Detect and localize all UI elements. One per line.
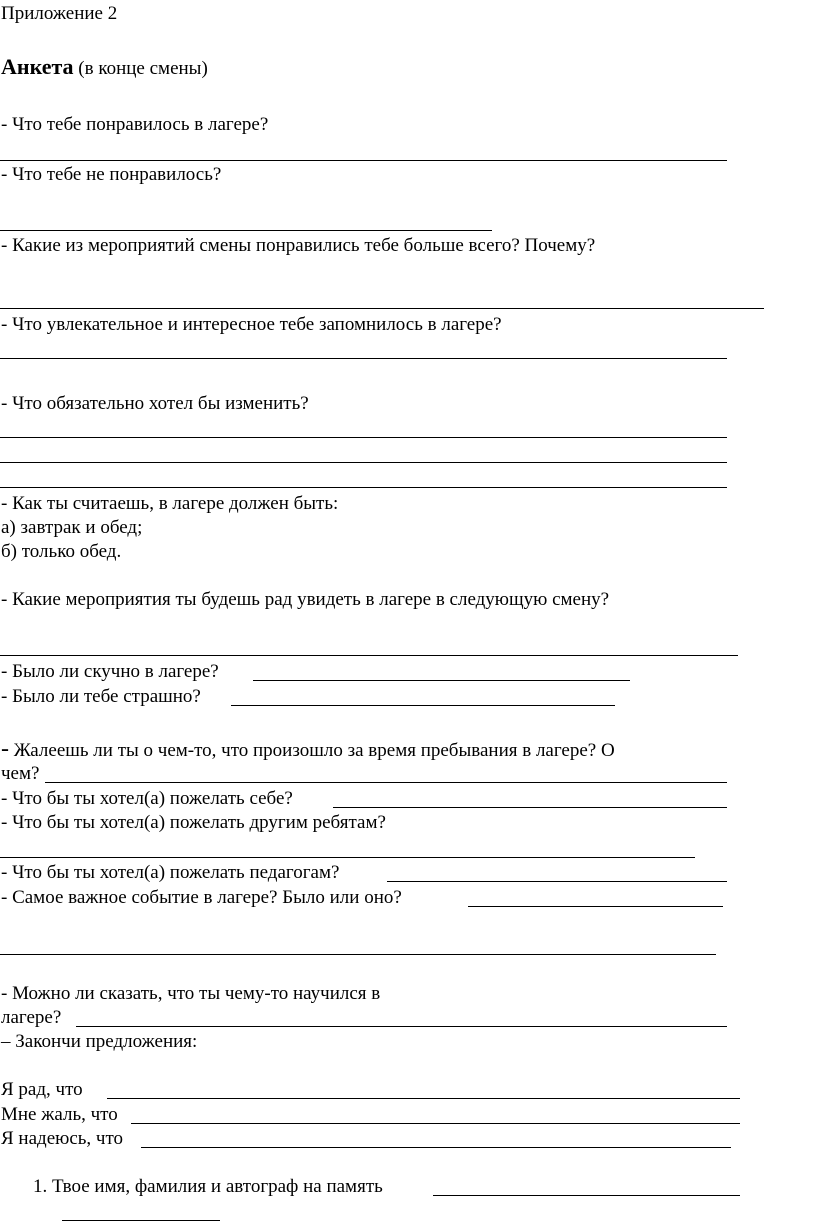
answer-line[interactable] bbox=[107, 1098, 740, 1099]
answer-line[interactable] bbox=[62, 1220, 220, 1221]
question-wish-self: - Что бы ты хотел(а) пожелать себе? bbox=[1, 788, 293, 809]
answer-line[interactable] bbox=[0, 857, 695, 858]
question-scary: - Было ли тебе страшно? bbox=[1, 686, 201, 707]
question-learned: - Можно ли сказать, что ты чему-то научился в bbox=[1, 983, 381, 1004]
answer-line[interactable] bbox=[0, 437, 727, 438]
question-learned-cont: лагере? bbox=[1, 1007, 62, 1028]
answer-line[interactable] bbox=[333, 807, 727, 808]
question-regret-cont: чем? bbox=[1, 763, 40, 784]
answer-line[interactable] bbox=[141, 1147, 731, 1148]
question-regret bbox=[1, 738, 615, 762]
sentence-glad: Я рад, что bbox=[1, 1079, 83, 1100]
answer-line[interactable] bbox=[45, 782, 727, 783]
question-favorite-events: - Какие из мероприятий смены понравились тебе больше всего? Почему? bbox=[1, 235, 596, 256]
sentence-hope: Я надеюсь, что bbox=[1, 1128, 124, 1149]
question-memorable: - Что увлекательное и интересное тебе запомнилось в лагере? bbox=[1, 314, 502, 335]
question-boring: - Было ли скучно в лагере? bbox=[1, 661, 219, 682]
appendix-label: Приложение 2 bbox=[1, 3, 118, 24]
question-wish-teachers: - Что бы ты хотел(а) пожелать педагогам? bbox=[1, 862, 340, 883]
form-title-main: Анкета bbox=[1, 54, 74, 79]
answer-line[interactable] bbox=[0, 358, 727, 359]
answer-line[interactable] bbox=[0, 308, 764, 309]
question-meals: - Как ты считаешь, в лагере должен быть: bbox=[1, 493, 339, 514]
answer-line[interactable] bbox=[0, 462, 727, 463]
option-b[interactable]: б) только обед. bbox=[1, 541, 122, 562]
answer-line[interactable] bbox=[0, 160, 727, 161]
answer-line[interactable] bbox=[131, 1123, 740, 1124]
answer-line[interactable] bbox=[253, 680, 630, 681]
answer-line[interactable] bbox=[0, 954, 716, 955]
question-next-events: - Какие мероприятия ты будешь рад увидеть в лагере в следующую смену? bbox=[1, 589, 610, 610]
answer-line[interactable] bbox=[387, 881, 727, 882]
question-change: - Что обязательно хотел бы изменить? bbox=[1, 393, 309, 414]
sentence-sorry: Мне жаль, что bbox=[1, 1104, 118, 1125]
question-disliked: - Что тебе не понравилось? bbox=[1, 164, 222, 185]
answer-line[interactable] bbox=[433, 1195, 740, 1196]
form-title bbox=[1, 56, 208, 80]
question-important-event: - Самое важное событие в лагере? Было или оно? bbox=[1, 887, 402, 908]
form-title-note: (в конце смены) bbox=[78, 58, 208, 79]
question-name-autograph: 1. Твое имя, фамилия и автограф на память bbox=[33, 1176, 383, 1197]
question-dash: - bbox=[1, 736, 9, 762]
answer-line[interactable] bbox=[76, 1026, 727, 1027]
question-liked: - Что тебе понравилось в лагере? bbox=[1, 114, 269, 135]
question-regret-text: Жалеешь ли ты о чем-то, что произошло за время пребывания в лагере? О bbox=[13, 740, 615, 761]
answer-line[interactable] bbox=[468, 906, 723, 907]
question-wish-others: - Что бы ты хотел(а) пожелать другим ребятам? bbox=[1, 812, 386, 833]
option-a[interactable]: а) завтрак и обед; bbox=[1, 517, 143, 538]
answer-line[interactable] bbox=[0, 487, 727, 488]
finish-sentences-heading: – Закончи предложения: bbox=[1, 1031, 198, 1052]
answer-line[interactable] bbox=[0, 655, 738, 656]
answer-line[interactable] bbox=[0, 230, 492, 231]
answer-line[interactable] bbox=[231, 705, 615, 706]
